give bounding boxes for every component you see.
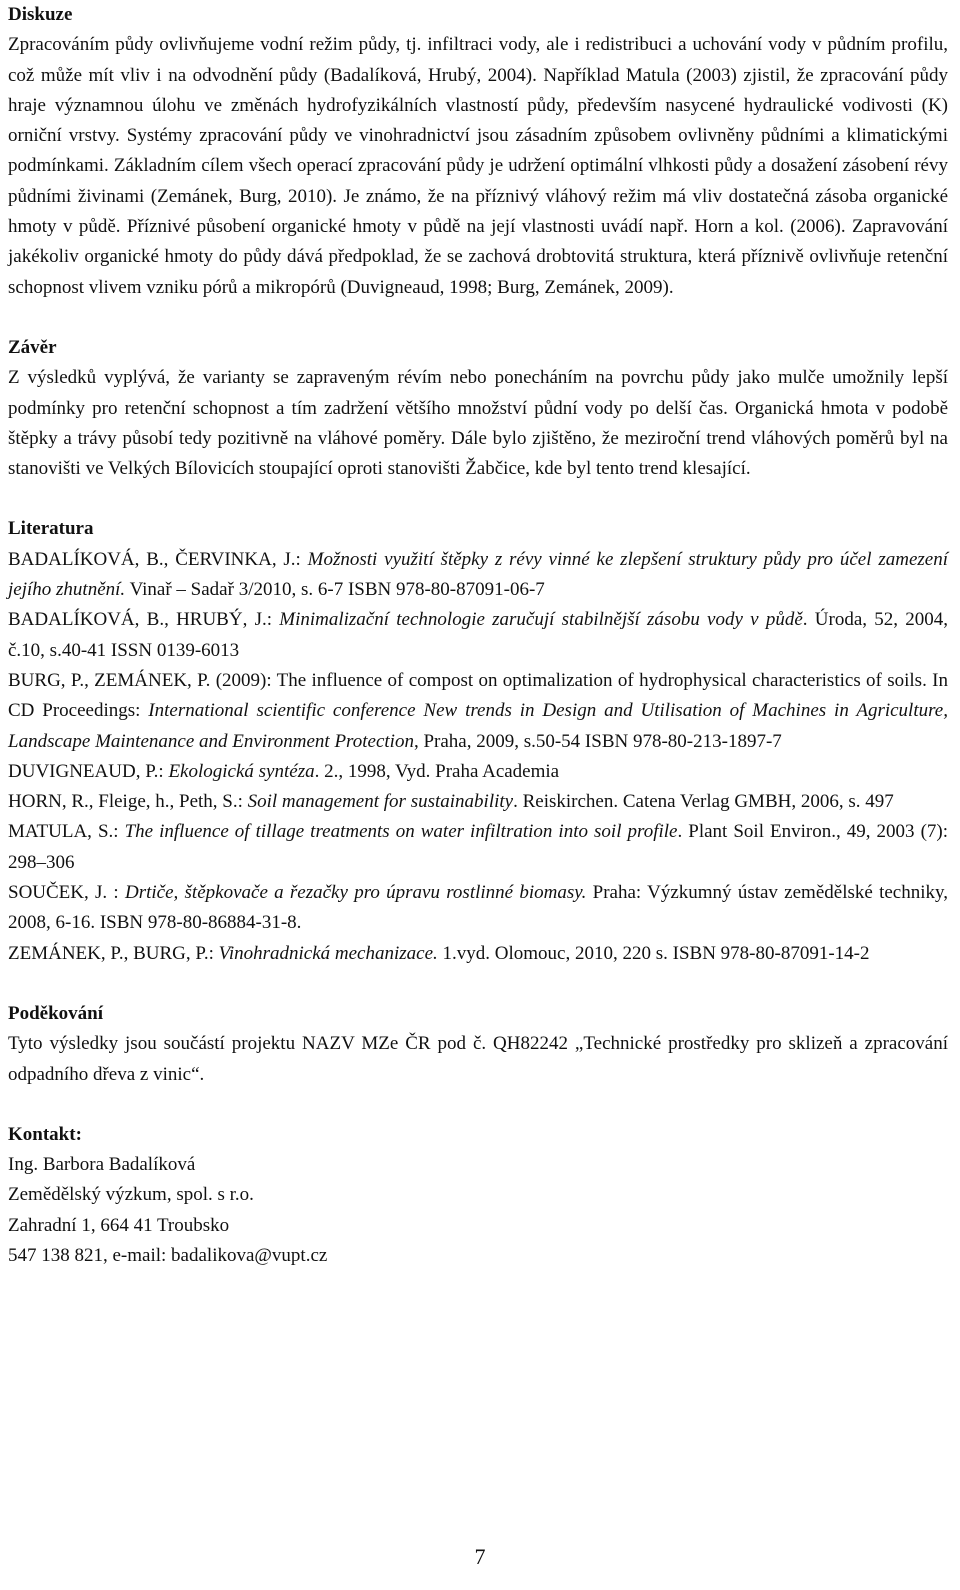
reference-list xyxy=(8,545,948,969)
contact-address: Zahradní 1, 664 41 Troubsko xyxy=(8,1214,230,1236)
contact-name: Ing. Barbora Badalíková xyxy=(8,1154,196,1176)
contact-block xyxy=(8,1150,948,1271)
document-page xyxy=(8,0,948,1271)
reference-item: SOUČEK, J. : Drtiče, štěpkovače a řezačky pro úpravu rostlinné biomasy. Praha: Výzkumný ústav zemědělské techniky, 2008, 6-16. ISBN 978-80-86884-31-8. xyxy=(8,882,949,934)
spacer xyxy=(8,484,948,514)
section-heading-kontakt: Kontakt: xyxy=(8,1123,82,1145)
reference-item: BADALÍKOVÁ, B., HRUBÝ, J.: Minimalizační technologie zaručují stabilnější zásobu vody v půdě. Úroda, 52, 2004, č.10, s.40-41 ISSN 0139-6013 xyxy=(8,609,948,661)
section-heading-literatura: Literatura xyxy=(8,518,94,540)
paragraph-zaver: Z výsledků vyplývá, že varianty se zapraveným révím nebo ponecháním na povrchu půdy jako mulče umožnily lepší podmínky pro retenční schopnost a tím zadržení většího množství půdní vody po delší čas. Organická hmota v podobě štěpky a trávy působí tedy pozitivně na vláhové poměry. Dále bylo zjištěno, že meziroční trend vláhových poměrů byl na stanovišti ve Velkých Bílovicích stoupající oproti stanovišti Žabčice, kde byl tento trend klesající. xyxy=(8,367,948,480)
reference-item: MATULA, S.: The influence of tillage treatments on water infiltration into soil profile. Plant Soil Environ., 49, 2003 (7): 298–306 xyxy=(8,821,949,873)
reference-item: HORN, R., Fleige, h., Peth, S.: Soil management for sustainability. Reiskirchen. Catena Verlag GMBH, 2006, s. 497 xyxy=(8,791,894,813)
section-heading-podekovani: Poděkování xyxy=(8,1002,104,1024)
spacer xyxy=(8,303,948,333)
page-number: 7 xyxy=(474,1544,486,1569)
reference-item: DUVIGNEAUD, P.: Ekologická syntéza. 2., 1998, Vyd. Praha Academia xyxy=(8,760,560,782)
reference-item: ZEMÁNEK, P., BURG, P.: Vinohradnická mechanizace. 1.vyd. Olomouc, 2010, 220 s. ISBN 978-80-87091-14-2 xyxy=(8,942,870,964)
reference-item: BADALÍKOVÁ, B., ČERVINKA, J.: Možnosti využití štěpky z révy vinné ke zlepšení struktury půdy pro účel zamezení jejího zhutnění. Vinař – Sadař 3/2010, s. 6-7 ISBN 978-80-87091-06-7 xyxy=(8,548,948,601)
section-heading-zaver: Závěr xyxy=(8,336,57,358)
paragraph-podekovani: Tyto výsledky jsou součástí projektu NAZV MZe ČR pod č. QH82242 „Technické prostředky pro sklizeň a zpracování odpadního dřeva z vinic“. xyxy=(8,1033,948,1085)
paragraph-diskuze: Zpracováním půdy ovlivňujeme vodní režim půdy, tj. infiltraci vody, ale i redistribuci a uchování vody v půdním profilu, což může mít vliv i na odvodnění půdy (Badalíková, Hrubý, 2004). Například Matula (2003) zjistil, že zpracování půdy hraje významnou úlohu ve změnách hydrofyzikálních vlastností půdy, především nasycené hydraulické vodivosti (K) orniční vrstvy. Systémy zpracování půdy ve vinohradnictví jsou zásadním způsobem ovlivněny půdními a klimatickými podmínkami. Základním cílem všech operací zpracování půdy je udržení optimální vlhkosti půdy a dosažení zásobení révy půdními živinami (Zemánek, Burg, 2010). Je známo, že na příznivý vláhový režim má vliv dostatečná zásoba organické hmoty v půdě. Příznivé působení organické hmoty v půdě na její vlastnosti uvádí např. Horn a kol. (2006). Zapravování jakékoliv organické hmoty do půdy dává předpoklad, že se zachová drobtovitá struktura, která příznivě ovlivňuje retenční schopnost vlivem vzniku pórů a mikropórů (Duvigneaud, 1998; Burg, Zemánek, 2009). xyxy=(8,34,948,298)
spacer xyxy=(8,1090,948,1120)
contact-organization: Zemědělský výzkum, spol. s r.o. xyxy=(8,1184,254,1206)
spacer xyxy=(8,969,948,999)
reference-item: BURG, P., ZEMÁNEK, P. (2009): The influence of compost on optimalization of hydrophysical characteristics of soils. In CD Proceedings: International scientific conference New trends in Design and Utilisation of Machines in Agriculture, Landscape Maintenance and Environment Protection, Praha, 2009, s.50-54 ISBN 978-80-213-1897-7 xyxy=(8,669,948,752)
contact-phone-email: 547 138 821, e-mail: badalikova@vupt.cz xyxy=(8,1244,328,1266)
section-heading-diskuze: Diskuze xyxy=(8,4,73,25)
